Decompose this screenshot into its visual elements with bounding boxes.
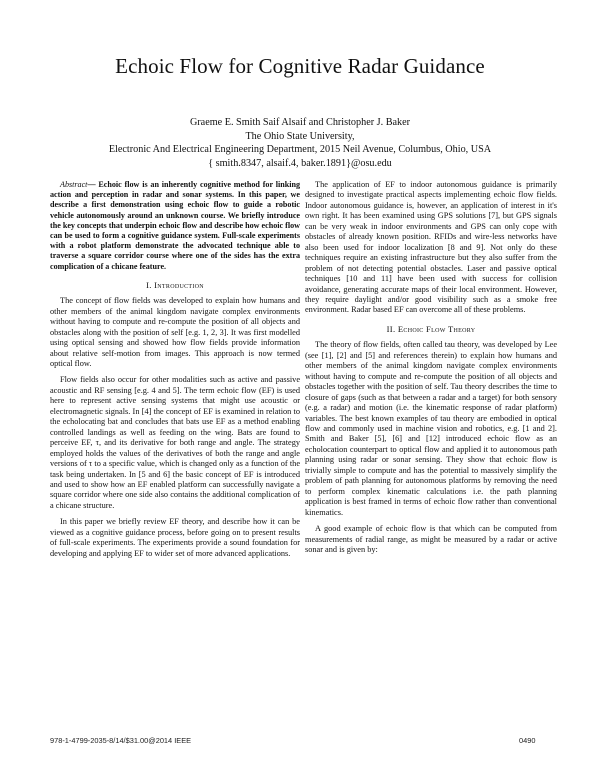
body-paragraph: The theory of flow fields, often called tau theory, was developed by Lee (see [1], [2] and [5] and references therein) to explain how humans and other members of the animal kingdom navigate complex environments without having to compute and re-compute the position of all objects and obstacles together with the position of self. Tau theory describes the time to closure of gaps (such as that between a radar and a target) for both sensory (e.g. a radar) and motion (i.e. the kinematic response of radar platform) variables. The best known examples of tau theory are embodied in optical flow and commonly used in machine vision and robotics, e.g. [1 and 2]. Smith and Baker [5], [6] and [12] introduced echoic flow as an echolocation counterpart to optical flow and applied it to autonomous path planning using radar or sonar sensing. They show that echoic flow is trivially simple to compute and has the potential to massively simplify the problem of path planning for autonomous platforms by removing the need to perform complex kinematic calculations i.e. the path planning application is best framed in terms of echoic flow rather than conventional kinematics. bbox=[305, 340, 557, 517]
author-emails: { smith.8347, alsaif.4, baker.1891}@osu.edu bbox=[208, 157, 392, 169]
abstract-label: Abstract bbox=[60, 180, 88, 189]
footer-isbn: 978-1-4799-2035-8/14/$31.00@2014 IEEE bbox=[50, 736, 192, 745]
body-paragraph: A good example of echoic flow is that which can be computed from measurements of radial range, as might be measured by a radar or active sonar and is given by: bbox=[305, 524, 557, 554]
footer-page-number: 0490 bbox=[519, 736, 536, 745]
body-paragraph: In this paper we briefly review EF theory, and describe how it can be viewed as a cognitive guidance process, before going on to present results of full-scale experiments. The experiments provide a sound foundation for developing and applying EF to wider set of more advanced applications. bbox=[50, 517, 300, 558]
section-numeral: I. bbox=[146, 279, 152, 290]
section-heading-introduction bbox=[50, 280, 300, 290]
author-names: Graeme E. Smith Saif Alsaif and Christopher J. Baker bbox=[189, 117, 411, 128]
author-department: Electronic And Electrical Engineering Department, 2015 Neil Avenue, Columbus, Ohio, USA bbox=[108, 144, 492, 155]
body-paragraph: The application of EF to indoor autonomous guidance is primarily designed to investigate practical aspects implementing echoic flow fields. Indoor autonomous guidance is, however, an application of interest in it's own right. It has been examined using GPS solutions [7], but GPS signals can be very weak in indoor environments and GPS can only cope with obstacles of already known position. RFIDs and wire-less networks have also been used for indoor localization [8 and 9]. Not only do these techniques require an existing infrastructure but they also suffer from the problem of not detecting potential obstacles. Laser and passive optical techniques [10 and 11] have been used with success for collision avoidance, generating accurate maps of their local environment. However, they require daylight and/or good visibility such as a smoke free environment. Radar based EF can overcome all of these problems. bbox=[305, 180, 557, 315]
abstract bbox=[50, 180, 300, 272]
abstract-dash: — bbox=[87, 180, 99, 189]
author-block bbox=[0, 116, 600, 170]
body-paragraph: Flow fields also occur for other modalities such as active and passive acoustic and RF sensing [e.g. 4 and 5]. The term echoic flow (EF) is used here to represent active sensing systems that might use acoustic or electromagnetic signals. In [4] the concept of EF is examined in relation to the echolocating bat and concludes that bats use EF as a method enabling controlled landings as well as feeding on the wing. Bats are found to perceive EF, τ, and its derivative for both range and angle. The strategy employed holds the values of the derivatives of both the range and angle versions of τ to a specific value, which is changed only as a function of the task being undertaken. In [5 and 6] the basic concept of EF is introduced and used to show how an EF enabled platform can successfully navigate a square corridor where one side also contains the additional complication of a chicane structure. bbox=[50, 375, 300, 510]
section-heading-echoic-flow-theory bbox=[305, 324, 557, 334]
section-title: Introduction bbox=[154, 279, 204, 290]
author-institution: The Ohio State University, bbox=[245, 130, 355, 142]
right-column bbox=[305, 180, 557, 561]
body-paragraph: The concept of flow fields was developed to explain how humans and other members of the animal kingdom navigate complex environments without having to compute and re-compute the position of all objects and obstacles along with the position of self [e.g. 1, 2, 3]. It was first modelled using optical sensing and showed how flow fields provide information about relative self-motion from images. This approach is now termed optical flow. bbox=[50, 296, 300, 368]
paper-title: Echoic Flow for Cognitive Radar Guidance bbox=[115, 54, 485, 78]
section-numeral: II. bbox=[386, 323, 396, 334]
abstract-text: Echoic flow is an inherently cognitive method for linking action and perception in radar and sonar systems. In this paper, we describe a first demonstration using echoic flow to guide a robotic vehicle autonomously around an unknown course. We briefly introduce the key concepts that underpin echoic flow and describe how echoic flow can be used to form a cognitive guidance system. Full-scale experiments with a robot platform demonstrate the advocated technique able to traverse a square corridor course where one of the sides has the extra complication of a chicane feature. bbox=[50, 180, 301, 271]
section-title: Echoic Flow Theory bbox=[397, 323, 476, 334]
left-column bbox=[50, 180, 300, 565]
